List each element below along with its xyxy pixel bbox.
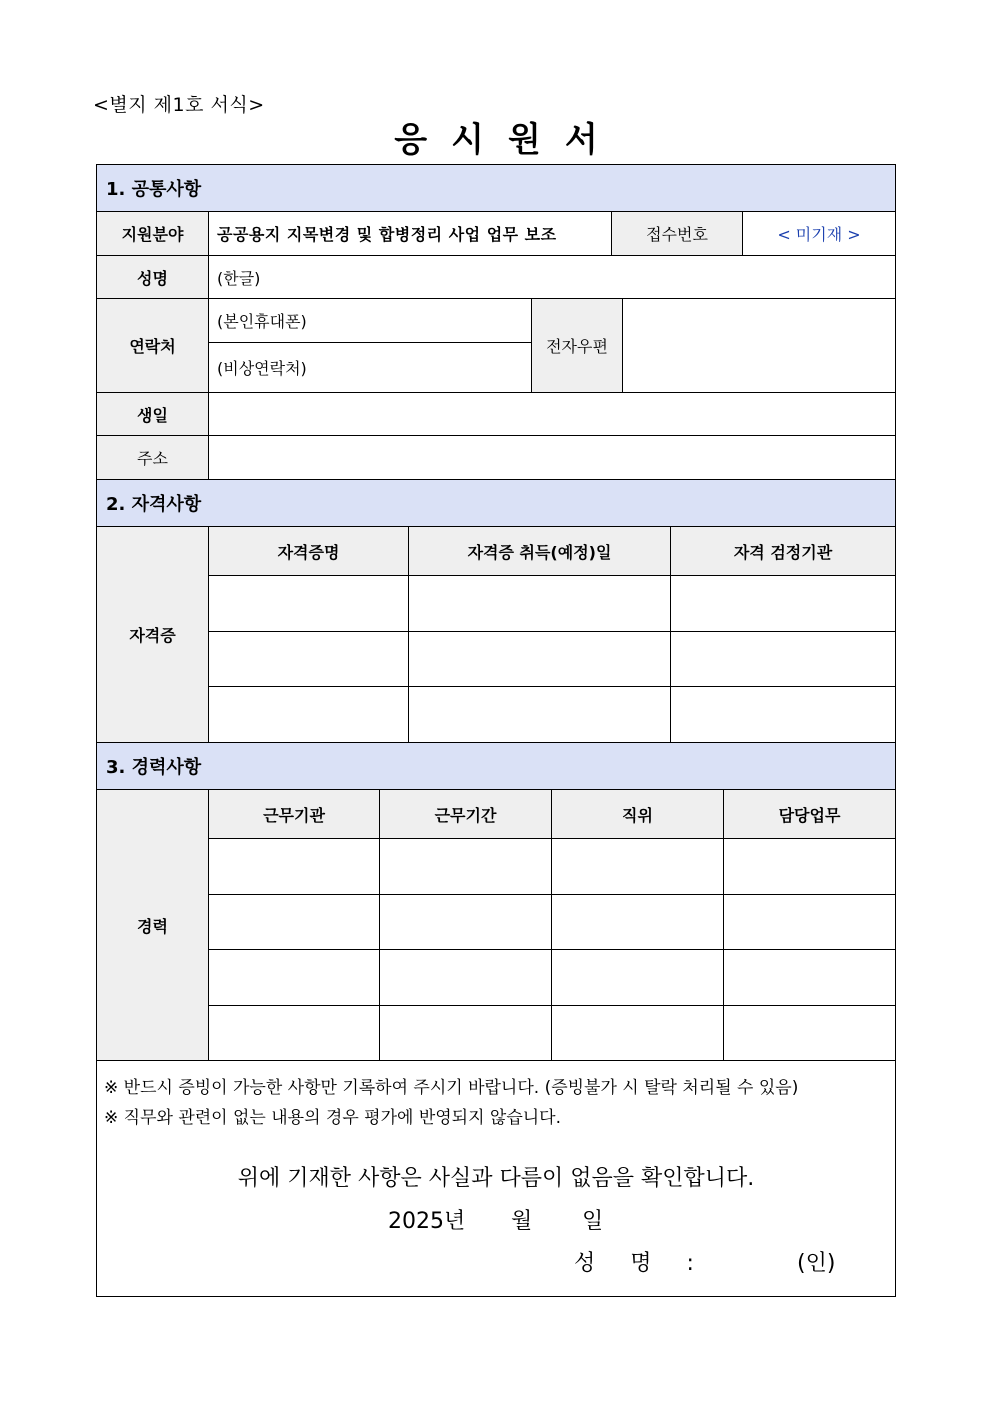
birth-label: 생일	[96, 392, 209, 436]
email-field[interactable]	[622, 298, 896, 393]
cert-cell[interactable]	[208, 575, 409, 632]
cert-col-name: 자격증명	[208, 526, 409, 576]
career-cell[interactable]	[551, 838, 724, 895]
address-field[interactable]	[208, 435, 896, 480]
career-cell[interactable]	[551, 949, 724, 1006]
cert-cell[interactable]	[408, 575, 671, 632]
career-cell[interactable]	[208, 894, 380, 950]
contact-label: 연락처	[96, 298, 209, 393]
date-day: 일	[582, 1209, 604, 1234]
form-caption: <별지 제1호 서식>	[93, 94, 265, 116]
cert-cell[interactable]	[670, 631, 896, 687]
birth-field[interactable]	[208, 392, 896, 436]
cert-cell[interactable]	[670, 686, 896, 743]
section3-header: 3. 경력사항	[96, 742, 896, 790]
career-col-position: 직위	[551, 789, 724, 839]
mobile-phone-field[interactable]: (본인휴대폰)	[208, 298, 532, 343]
career-col-duty: 담당업무	[723, 789, 896, 839]
certificate-label: 자격증	[96, 526, 209, 743]
date-year: 2025년	[388, 1209, 466, 1234]
career-cell[interactable]	[379, 838, 552, 895]
date-month: 월	[511, 1209, 533, 1234]
name-label: 성명	[96, 255, 209, 299]
field-label: 지원분야	[96, 211, 209, 256]
note-relevance: ※ 직무와 관련이 없는 내용의 경우 평가에 반영되지 않습니다.	[104, 1108, 562, 1128]
career-cell[interactable]	[379, 949, 552, 1006]
career-cell[interactable]	[379, 894, 552, 950]
cert-cell[interactable]	[208, 686, 409, 743]
career-cell[interactable]	[723, 1005, 896, 1061]
cert-col-issuer: 자격 검정기관	[670, 526, 896, 576]
section1-header: 1. 공통사항	[96, 164, 896, 212]
career-cell[interactable]	[551, 894, 724, 950]
career-cell[interactable]	[723, 894, 896, 950]
career-cell[interactable]	[208, 949, 380, 1006]
cert-cell[interactable]	[408, 686, 671, 743]
page-title: 응시원서	[394, 120, 622, 160]
career-cell[interactable]	[723, 838, 896, 895]
name-field[interactable]: (한글)	[208, 255, 896, 299]
emergency-contact-field[interactable]: (비상연락처)	[208, 342, 532, 393]
career-col-period: 근무기간	[379, 789, 552, 839]
cert-cell[interactable]	[408, 631, 671, 687]
address-label: 주소	[96, 435, 209, 480]
field-value[interactable]: 공공용지 지목변경 및 합병정리 사업 업무 보조	[208, 211, 612, 256]
seal-mark: (인)	[797, 1251, 836, 1276]
signer-label: 성 명 :	[574, 1251, 694, 1276]
career-cell[interactable]	[379, 1005, 552, 1061]
career-cell[interactable]	[551, 1005, 724, 1061]
cert-col-date: 자격증 취득(예정)일	[408, 526, 671, 576]
career-label: 경력	[96, 789, 209, 1061]
email-label: 전자우편	[531, 298, 623, 393]
declaration-text: 위에 기재한 사항은 사실과 다름이 없음을 확인합니다.	[237, 1166, 755, 1191]
section2-header: 2. 자격사항	[96, 479, 896, 527]
cert-cell[interactable]	[670, 575, 896, 632]
receipt-number-label: 접수번호	[611, 211, 743, 256]
receipt-number-value: < 미기재 >	[742, 211, 896, 256]
career-col-org: 근무기관	[208, 789, 380, 839]
career-cell[interactable]	[723, 949, 896, 1006]
note-evidence: ※ 반드시 증빙이 가능한 사항만 기록하여 주시기 바랍니다. (증빙불가 시 탈락 처리될 수 있음)	[104, 1078, 799, 1098]
career-cell[interactable]	[208, 838, 380, 895]
cert-cell[interactable]	[208, 631, 409, 687]
career-cell[interactable]	[208, 1005, 380, 1061]
